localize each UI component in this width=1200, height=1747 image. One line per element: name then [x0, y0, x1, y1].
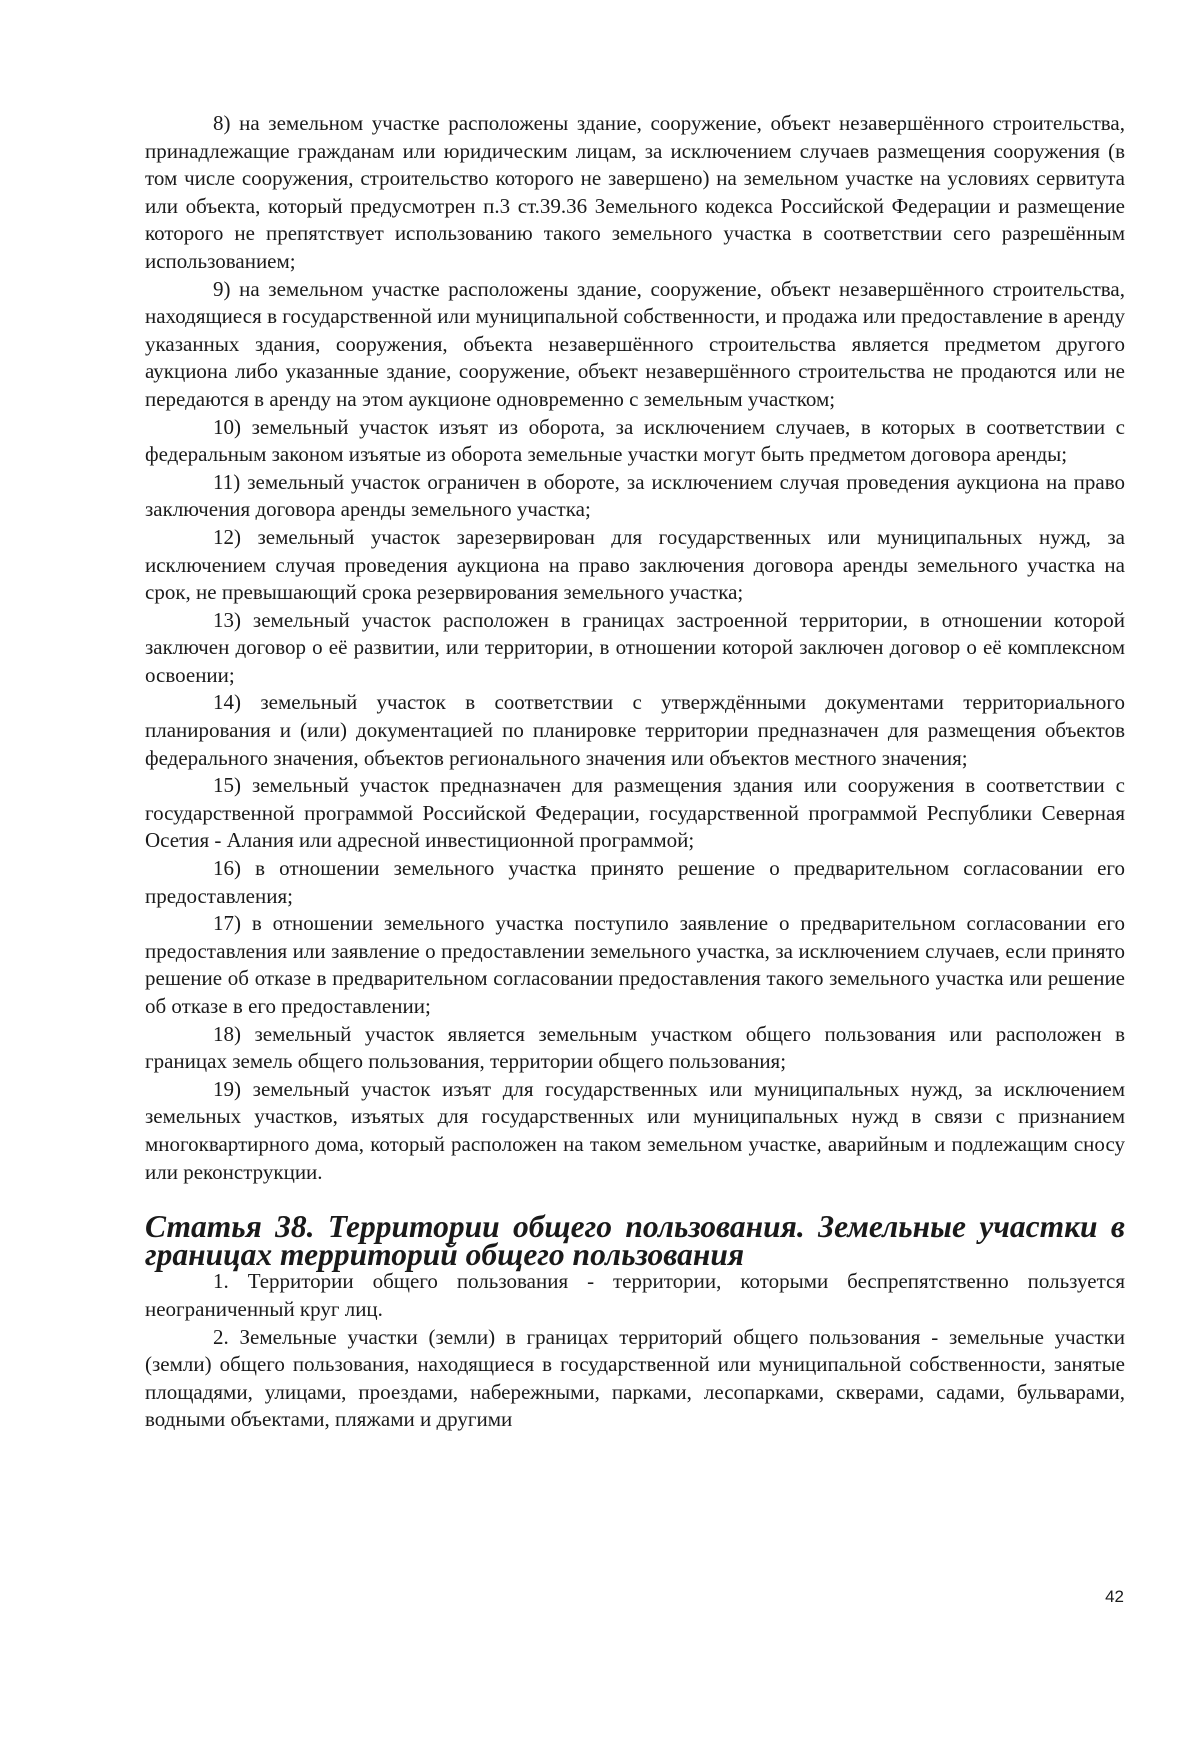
article-heading: Статья 38. Территории общего пользования. Земельные участки в границах территорий общего пользования — [145, 1209, 1125, 1272]
list-item: 8) на земельном участке расположены здание, сооружение, объект незавершённого строительства, принадлежащие гражданам или юридическим лицам, за исключением случаев размещения сооружения (в том числе сооружения, строительство которого не завершено) на земельном участке на условиях сервитута или объекта, который предусмотрен п.3 ст.39.36 Земельного кодекса Российской Федерации и размещение которого не препятствует использованию такого земельного участка в соответствии сего разрешённым использованием; — [145, 111, 1125, 273]
list-item: 10) земельный участок изъят из оборота, за исключением случаев, в которых в соответствии с федеральным законом изъятые из оборота земельные участки могут быть предметом договора аренды; — [145, 414, 1125, 467]
article-paragraph: 2. Земельные участки (земли) в границах территорий общего пользования - земельные участки (земли) общего пользования, находящиеся в государственной или муниципальной собственности, занятые площадями, улицами, проездами, набережными, парками, лесопарками, скверами, садами, бульварами, водными объектами, пляжами и другими — [145, 1324, 1125, 1432]
document-page — [145, 110, 1125, 1434]
list-item: 14) земельный участок в соответствии с утверждёнными документами территориального планирования и (или) документацией по планировке территории предназначен для размещения объектов федерального значения, объектов регионального значения или объектов местного значения; — [145, 690, 1125, 770]
list-item: 11) земельный участок ограничен в обороте, за исключением случая проведения аукциона на право заключения договора аренды земельного участка; — [145, 469, 1125, 522]
list-item: 17) в отношении земельного участка поступило заявление о предварительном согласовании его предоставления или заявление о предоставлении земельного участка, за исключением случаев, если принято решение об отказе в предварительном согласовании предоставления такого земельного участка или решение об отказе в его предоставлении; — [145, 911, 1125, 1018]
list-item: 19) земельный участок изъят для государственных или муниципальных нужд, за исключением земельных участков, изъятых для государственных или муниципальных нужд в связи с признанием многоквартирного дома, который расположен на таком земельном участке, аварийным и подлежащим сносу или реконструкции. — [145, 1076, 1125, 1184]
list-item: 9) на земельном участке расположены здание, сооружение, объект незавершённого строительства, находящиеся в государственной или муниципальной собственности, и продажа или предоставление в аренду указанных здания, сооружения, объекта незавершённого строительства является предметом другого аукциона либо указанные здание, сооружение, объект незавершённого строительства не продаются или не передаются в аренду на этом аукционе одновременно с земельным участком; — [145, 276, 1125, 411]
list-item: 12) земельный участок зарезервирован для государственных или муниципальных нужд, за исключением случая проведения аукциона на право заключения договора аренды земельного участка на срок, не превышающий срока резервирования земельного участка; — [145, 524, 1125, 605]
list-item: 16) в отношении земельного участка принято решение о предварительном согласовании его предоставления; — [145, 856, 1125, 908]
list-item: 15) земельный участок предназначен для размещения здания или сооружения в соответствии с государственной программой Российской Федерации, государственной программой Республики Северная Осетия - Алания или адресной инвестиционной программой; — [145, 773, 1125, 853]
list-item: 18) земельный участок является земельным участком общего пользования или расположен в границах земель общего пользования, территории общего пользования; — [145, 1021, 1125, 1074]
article-paragraph: 1. Территории общего пользования - территории, которыми беспрепятственно пользуется неограниченный круг лиц. — [145, 1269, 1125, 1321]
list-item: 13) земельный участок расположен в границах застроенной территории, в отношении которой заключен договор о её развитии, или территории, в отношении которой заключен договор о её комплексном освоении; — [145, 607, 1125, 687]
page-number: 42 — [1105, 1587, 1124, 1606]
